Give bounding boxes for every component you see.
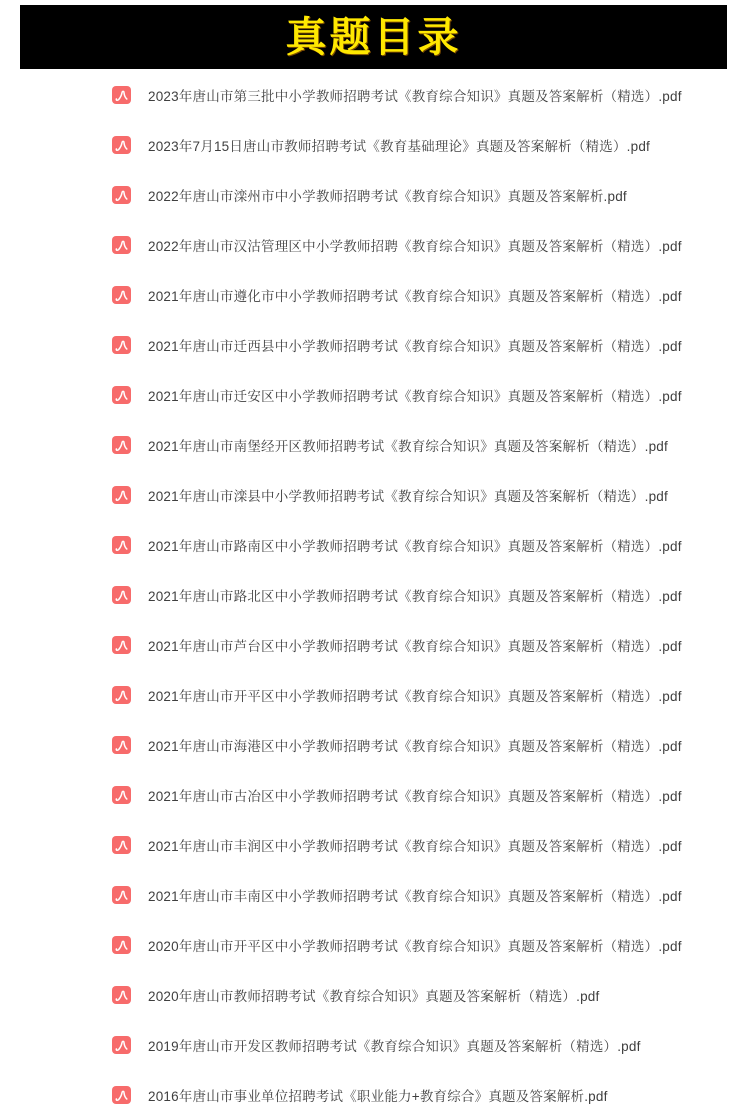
file-name[interactable]: 2021年唐山市丰南区中小学教师招聘考试《教育综合知识》真题及答案解析（精选）.pdf bbox=[148, 889, 682, 904]
file-row[interactable] bbox=[112, 135, 750, 155]
file-name[interactable]: 2021年唐山市古冶区中小学教师招聘考试《教育综合知识》真题及答案解析（精选）.pdf bbox=[148, 789, 682, 804]
file-name[interactable]: 2021年唐山市滦县中小学教师招聘考试《教育综合知识》真题及答案解析（精选）.pdf bbox=[148, 489, 668, 504]
file-name[interactable]: 2021年唐山市路北区中小学教师招聘考试《教育综合知识》真题及答案解析（精选）.pdf bbox=[148, 589, 682, 604]
file-row[interactable] bbox=[112, 335, 750, 355]
pdf-file-icon bbox=[112, 686, 131, 704]
file-name[interactable]: 2022年唐山市汉沽管理区中小学教师招聘《教育综合知识》真题及答案解析（精选）.pdf bbox=[148, 239, 682, 254]
file-row[interactable] bbox=[112, 385, 750, 405]
file-row[interactable] bbox=[112, 235, 750, 255]
pdf-file-icon bbox=[112, 636, 131, 654]
file-row[interactable] bbox=[112, 85, 750, 105]
pdf-file-icon bbox=[112, 386, 131, 404]
file-row[interactable] bbox=[112, 885, 750, 905]
file-name[interactable]: 2019年唐山市开发区教师招聘考试《教育综合知识》真题及答案解析（精选）.pdf bbox=[148, 1039, 641, 1054]
page-header bbox=[20, 5, 727, 69]
pdf-file-icon bbox=[112, 136, 131, 154]
file-row[interactable] bbox=[112, 935, 750, 955]
file-row[interactable] bbox=[112, 485, 750, 505]
pdf-file-icon bbox=[112, 1086, 131, 1104]
file-row[interactable] bbox=[112, 785, 750, 805]
file-name[interactable]: 2022年唐山市滦州市中小学教师招聘考试《教育综合知识》真题及答案解析.pdf bbox=[148, 189, 627, 204]
file-row[interactable] bbox=[112, 1035, 750, 1055]
pdf-file-icon bbox=[112, 986, 131, 1004]
pdf-file-icon bbox=[112, 336, 131, 354]
pdf-file-icon bbox=[112, 786, 131, 804]
file-name[interactable]: 2021年唐山市路南区中小学教师招聘考试《教育综合知识》真题及答案解析（精选）.pdf bbox=[148, 539, 682, 554]
pdf-file-icon bbox=[112, 886, 131, 904]
pdf-file-icon bbox=[112, 236, 131, 254]
pdf-file-icon bbox=[112, 1036, 131, 1054]
file-name[interactable]: 2021年唐山市开平区中小学教师招聘考试《教育综合知识》真题及答案解析（精选）.pdf bbox=[148, 689, 682, 704]
pdf-file-icon bbox=[112, 836, 131, 854]
pdf-file-icon bbox=[112, 936, 131, 954]
file-name[interactable]: 2020年唐山市教师招聘考试《教育综合知识》真题及答案解析（精选）.pdf bbox=[148, 989, 600, 1004]
file-name[interactable]: 2023年7月15日唐山市教师招聘考试《教育基础理论》真题及答案解析（精选）.pdf bbox=[148, 139, 650, 154]
file-row[interactable] bbox=[112, 985, 750, 1005]
pdf-file-icon bbox=[112, 736, 131, 754]
pdf-file-icon bbox=[112, 586, 131, 604]
pdf-file-icon bbox=[112, 286, 131, 304]
pdf-file-icon bbox=[112, 486, 131, 504]
file-row[interactable] bbox=[112, 685, 750, 705]
file-name[interactable]: 2016年唐山市事业单位招聘考试《职业能力+教育综合》真题及答案解析.pdf bbox=[148, 1089, 608, 1104]
file-name[interactable]: 2021年唐山市遵化市中小学教师招聘考试《教育综合知识》真题及答案解析（精选）.pdf bbox=[148, 289, 682, 304]
pdf-file-icon bbox=[112, 436, 131, 454]
file-row[interactable] bbox=[112, 285, 750, 305]
pdf-file-icon bbox=[112, 536, 131, 554]
page-title: 真题目录 bbox=[285, 12, 462, 61]
file-list bbox=[0, 69, 750, 1105]
file-row[interactable] bbox=[112, 735, 750, 755]
pdf-file-icon bbox=[112, 186, 131, 204]
file-row[interactable] bbox=[112, 185, 750, 205]
file-name[interactable]: 2020年唐山市开平区中小学教师招聘考试《教育综合知识》真题及答案解析（精选）.pdf bbox=[148, 939, 682, 954]
file-row[interactable] bbox=[112, 535, 750, 555]
file-row[interactable] bbox=[112, 1085, 750, 1105]
file-name[interactable]: 2023年唐山市第三批中小学教师招聘考试《教育综合知识》真题及答案解析（精选）.pdf bbox=[148, 89, 682, 104]
file-name[interactable]: 2021年唐山市南堡经开区教师招聘考试《教育综合知识》真题及答案解析（精选）.pdf bbox=[148, 439, 668, 454]
pdf-file-icon bbox=[112, 86, 131, 104]
file-row[interactable] bbox=[112, 635, 750, 655]
file-name[interactable]: 2021年唐山市丰润区中小学教师招聘考试《教育综合知识》真题及答案解析（精选）.pdf bbox=[148, 839, 682, 854]
file-name[interactable]: 2021年唐山市芦台区中小学教师招聘考试《教育综合知识》真题及答案解析（精选）.pdf bbox=[148, 639, 682, 654]
file-row[interactable] bbox=[112, 585, 750, 605]
file-name[interactable]: 2021年唐山市迁安区中小学教师招聘考试《教育综合知识》真题及答案解析（精选）.pdf bbox=[148, 389, 682, 404]
file-row[interactable] bbox=[112, 435, 750, 455]
file-name[interactable]: 2021年唐山市海港区中小学教师招聘考试《教育综合知识》真题及答案解析（精选）.pdf bbox=[148, 739, 682, 754]
file-row[interactable] bbox=[112, 835, 750, 855]
file-name[interactable]: 2021年唐山市迁西县中小学教师招聘考试《教育综合知识》真题及答案解析（精选）.pdf bbox=[148, 339, 682, 354]
